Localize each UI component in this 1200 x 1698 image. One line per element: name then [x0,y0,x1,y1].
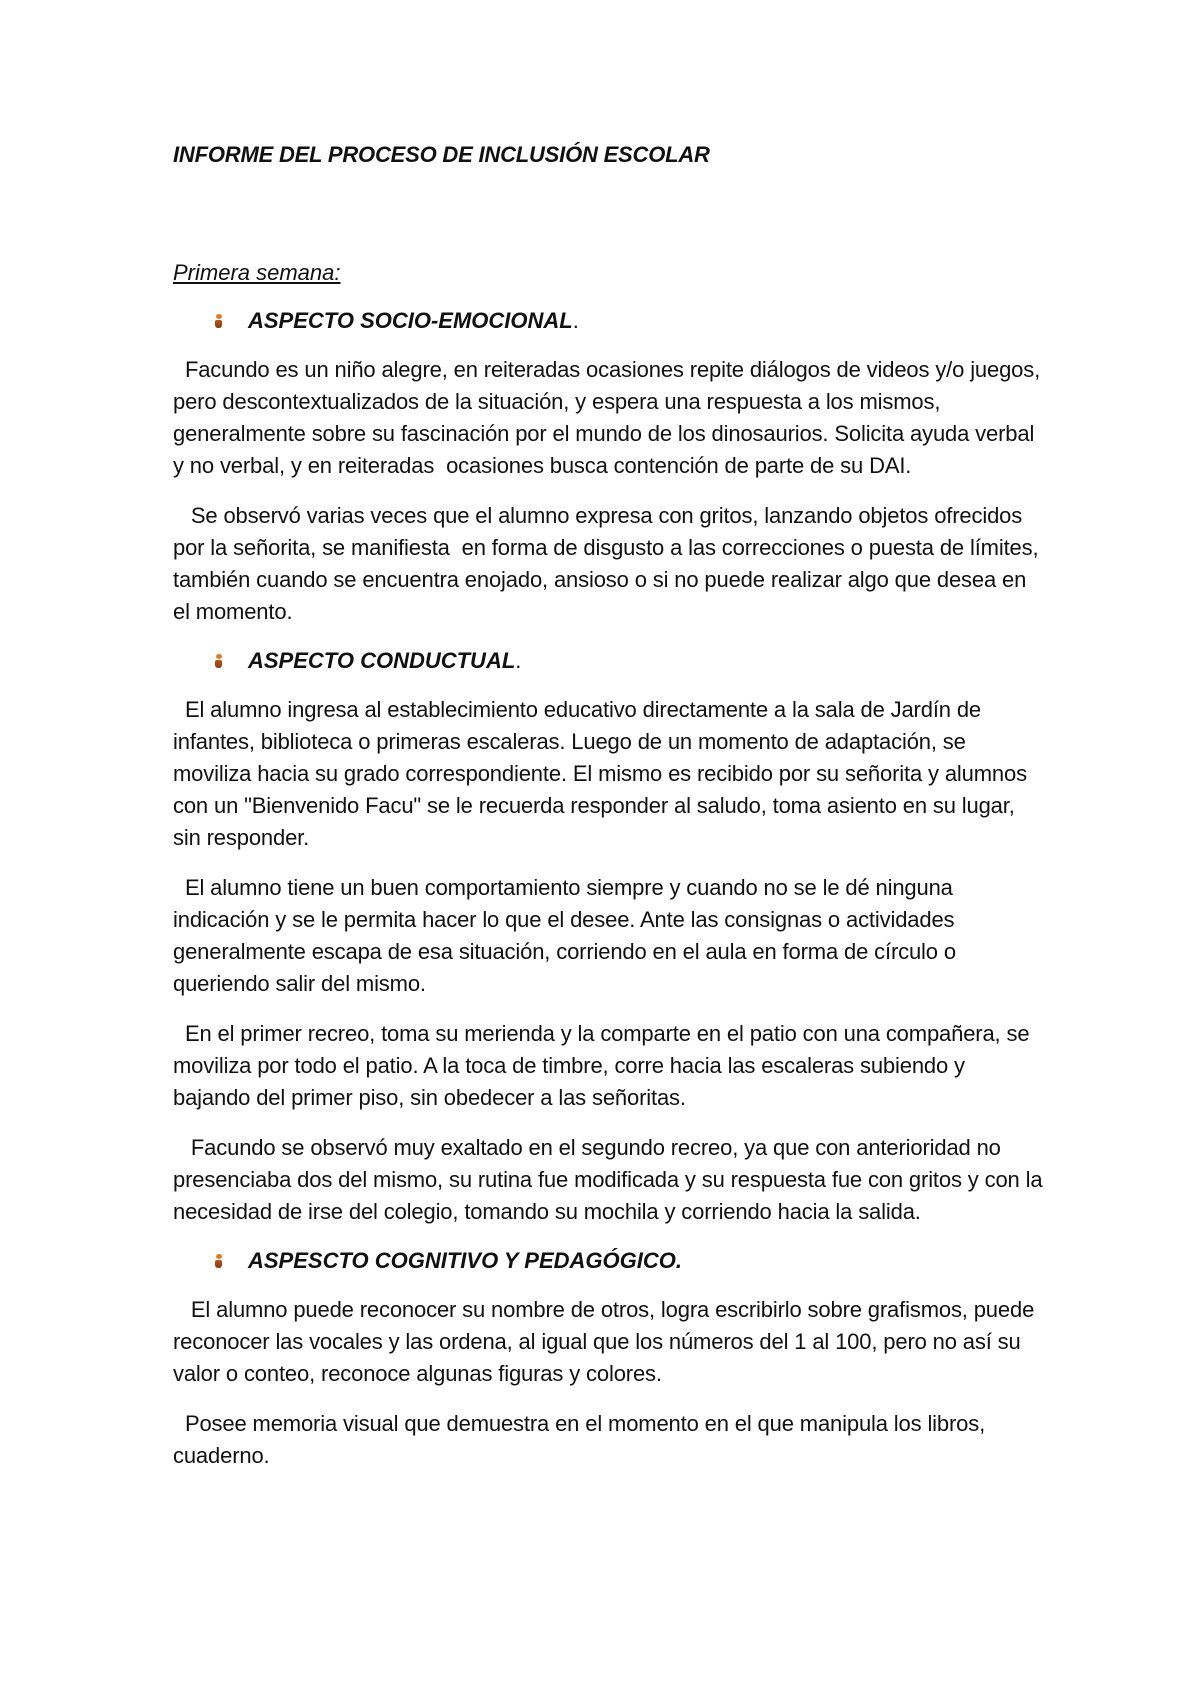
document-content [173,140,1049,1472]
document-title: INFORME DEL PROCESO DE INCLUSIÓN ESCOLAR [173,142,710,167]
section-heading-cognitivo-pedagogico [214,1246,1043,1276]
section-heading-label: ASPESCTO COGNITIVO Y PEDAGÓGICO. [248,1248,682,1273]
section-heading-label: ASPECTO CONDUCTUAL [248,648,516,673]
paragraph: Se observó varias veces que el alumno expresa con gritos, lanzando objetos ofrecidos por la señorita, se manifiesta en forma de disgusto a las correcciones o puesta de límites, también cuando se encuentra enojado, ansioso o si no puede realizar algo que desea en el momento. [173,503,1045,624]
paragraph: El alumno tiene un buen comportamiento siempre y cuando no se le dé ninguna indicación y se le permita hacer lo que el desee. Ante las consignas o actividades generalmente escapa de esa situación, corriendo en el aula en forma de círculo o queriendo salir del mismo. [173,875,962,996]
paragraph: Posee memoria visual que demuestra en el momento en el que manipula los libros, cuaderno. [173,1411,992,1468]
person-bullet-icon [214,653,224,669]
week-label: Primera semana: [173,260,341,285]
section-heading-conductual [214,646,1043,676]
section-heading-label: ASPECTO SOCIO-EMOCIONAL [248,308,573,333]
person-bullet-icon [214,313,224,329]
paragraph: Facundo se observó muy exaltado en el segundo recreo, ya que con anterioridad no presenciaba dos del mismo, su rutina fue modificada y su respuesta fue con gritos y con la necesidad de irse del colegio, tomando su mochila y corriendo hacia la salida. [173,1135,1049,1224]
section-heading-socio-emocional [214,306,1043,336]
paragraph: Facundo es un niño alegre, en reiteradas ocasiones repite diálogos de videos y/o juegos, pero descontextualizados de la situación, y espera una respuesta a los mismos, generalmente sobre su fascinación por el mundo de los dinosaurios. Solicita ayuda verbal y no verbal, y en reiteradas ocasiones busca contención de parte de su DAI. [173,357,1047,478]
paragraph: El alumno ingresa al establecimiento educativo directamente a la sala de Jardín de infantes, biblioteca o primeras escaleras. Luego de un momento de adaptación, se moviliza hacia su grado correspondiente. El mismo es recibido por su señorita y alumnos con un "Bienvenido Facu" se le recuerda responder al saludo, toma asiento en su lugar, sin responder. [173,697,1033,850]
section-heading-suffix: . [572,308,579,333]
person-bullet-icon [214,1253,224,1269]
paragraph: En el primer recreo, toma su merienda y la comparte en el patio con una compañera, se moviliza por todo el patio. A la toca de timbre, corre hacia las escaleras subiendo y bajando del primer piso, sin obedecer a las señoritas. [173,1021,1036,1110]
section-heading-suffix: . [515,648,522,673]
paragraph: El alumno puede reconocer su nombre de otros, logra escribirlo sobre grafismos, puede reconocer las vocales y las ordena, al igual que los números del 1 al 100, pero no así su valor o conteo, reconoce algunas figuras y colores. [173,1297,1041,1386]
